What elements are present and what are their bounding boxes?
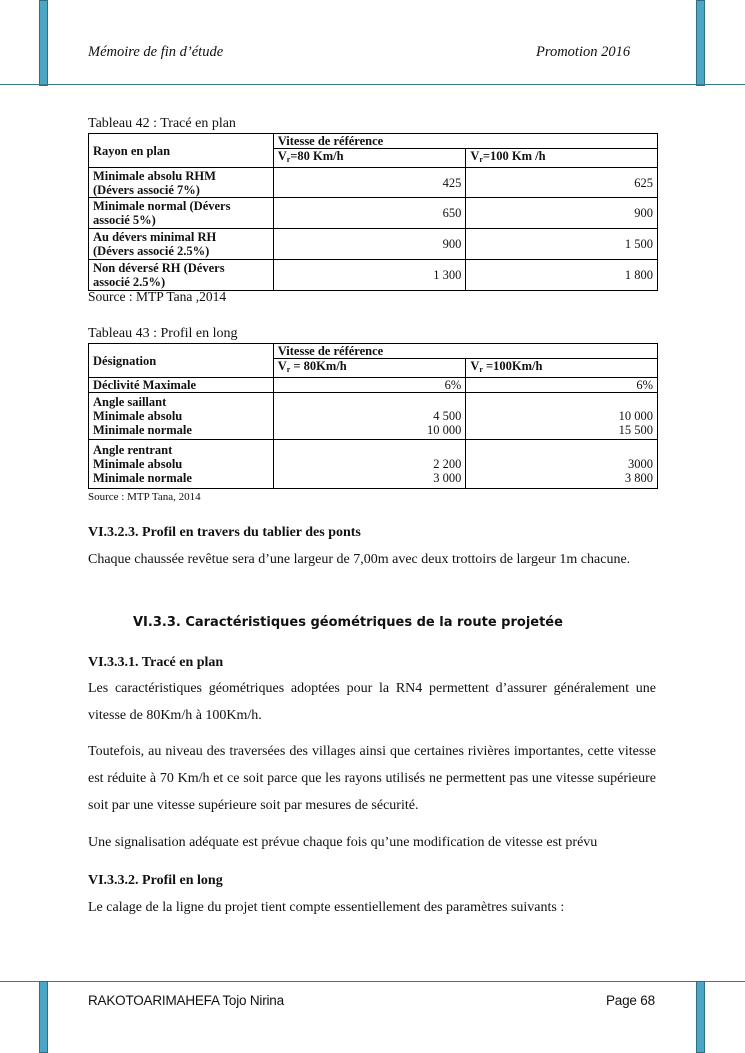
cell-100: 10 000 15 500	[466, 393, 658, 440]
cell-100: 900	[466, 198, 658, 229]
row-label: Au dévers minimal RH (Dévers associé 2.5%)	[89, 229, 274, 260]
table42	[88, 133, 658, 291]
footer-rule	[0, 981, 745, 982]
cell-100: 625	[466, 168, 658, 198]
table-row	[89, 378, 658, 393]
table-row	[89, 168, 658, 198]
table42-header-80: $V_r=80$ Km/h	[273, 149, 466, 168]
cell-100: 1 500	[466, 229, 658, 260]
row-label: Angle saillant Minimale absolu Minimale normale	[89, 393, 274, 440]
table43-header-80: $V_r = 80Km/h$	[273, 359, 466, 378]
footer-right-bar	[696, 981, 705, 1053]
table43-header-designation: Désignation	[89, 344, 274, 378]
cell-80: 6%	[273, 378, 466, 393]
section-heading-trace-plan: VI.3.3.1. Tracé en plan	[88, 655, 224, 670]
cell-100: 1 800	[466, 260, 658, 291]
header-title: Mémoire de fin d’étude	[88, 44, 224, 60]
section-heading-caracteristiques: VI.3.3. Caractéristiques géométriques de la route projetée	[133, 615, 563, 630]
table-row	[89, 393, 658, 440]
table-row	[89, 260, 658, 291]
row-label: Non déversé RH (Dévers associé 2.5%)	[89, 260, 274, 291]
footer-left-bar	[39, 981, 48, 1053]
table42-header-100: $V_r=100$ Km /h	[466, 149, 658, 168]
table42-header-group: Vitesse de référence	[273, 134, 657, 149]
table43-caption: Tableau 43 : Profil en long	[88, 326, 238, 341]
cell-80: 1 300	[273, 260, 466, 291]
cell-80: 2 200 3 000	[273, 440, 466, 489]
table42-header-rayon: Rayon en plan	[89, 134, 274, 168]
footer-author: RAKOTOARIMAHEFA Tojo Nirina	[88, 993, 284, 1008]
row-label: Angle rentrant Minimale absolu Minimale normale	[89, 440, 274, 489]
row-label: Minimale normal (Dévers associé 5%)	[89, 198, 274, 229]
table42-source: Source : MTP Tana ,2014	[88, 289, 227, 304]
table43-header-100: $V_r =100Km/h$	[466, 359, 658, 378]
table43-header-group: Vitesse de référence	[273, 344, 657, 359]
paragraph-caracteristiques: Les caractéristiques géométriques adoptées pour la RN4 permettent d’assurer généralement une vitesse de 80Km/h à 100Km/h.	[88, 681, 656, 723]
cell-80: 4 500 10 000	[273, 393, 466, 440]
table43	[88, 343, 658, 489]
row-label: Déclivité Maximale	[89, 378, 274, 393]
table-row	[89, 229, 658, 260]
header-promotion: Promotion 2016	[536, 44, 631, 60]
table42-caption: Tableau 42 : Tracé en plan	[88, 116, 236, 131]
table-row	[89, 198, 658, 229]
cell-80: 900	[273, 229, 466, 260]
row-label: Minimale absolu RHM (Dévers associé 7%)	[89, 168, 274, 198]
paragraph-calage: Le calage de la ligne du projet tient compte essentiellement des paramètres suivants :	[88, 900, 565, 915]
header-left-bar	[39, 0, 48, 86]
paragraph-signalisation: Une signalisation adéquate est prévue chaque fois qu’une modification de vitesse est prévu	[88, 835, 598, 850]
cell-80: 650	[273, 198, 466, 229]
cell-100: 6%	[466, 378, 658, 393]
section-heading-profil-long: VI.3.3.2. Profil en long	[88, 873, 223, 888]
header-right-bar	[696, 0, 705, 86]
paragraph-chaussee: Chaque chaussée revêtue sera d’une largeur de 7,00m avec deux trottoirs de largeur 1m chacune.	[88, 552, 631, 567]
footer-page-number: Page 68	[606, 993, 655, 1008]
table43-source: Source : MTP Tana, 2014	[88, 491, 201, 503]
paragraph-toutefois: Toutefois, au niveau des traversées des villages ainsi que certaines rivières importantes, cette vitesse est réduite à 70 Km/h et ce soit parce que les rayons utilisés ne permettent pas une vitesse supérieure soit par une vitesse supérieure soit par mesures de sécurité.	[88, 744, 656, 813]
section-heading-profil-travers: VI.3.2.3. Profil en travers du tablier des ponts	[88, 525, 361, 540]
cell-80: 425	[273, 168, 466, 198]
table-row	[89, 440, 658, 489]
cell-100: 3000 3 800	[466, 440, 658, 489]
header-rule	[0, 84, 745, 85]
